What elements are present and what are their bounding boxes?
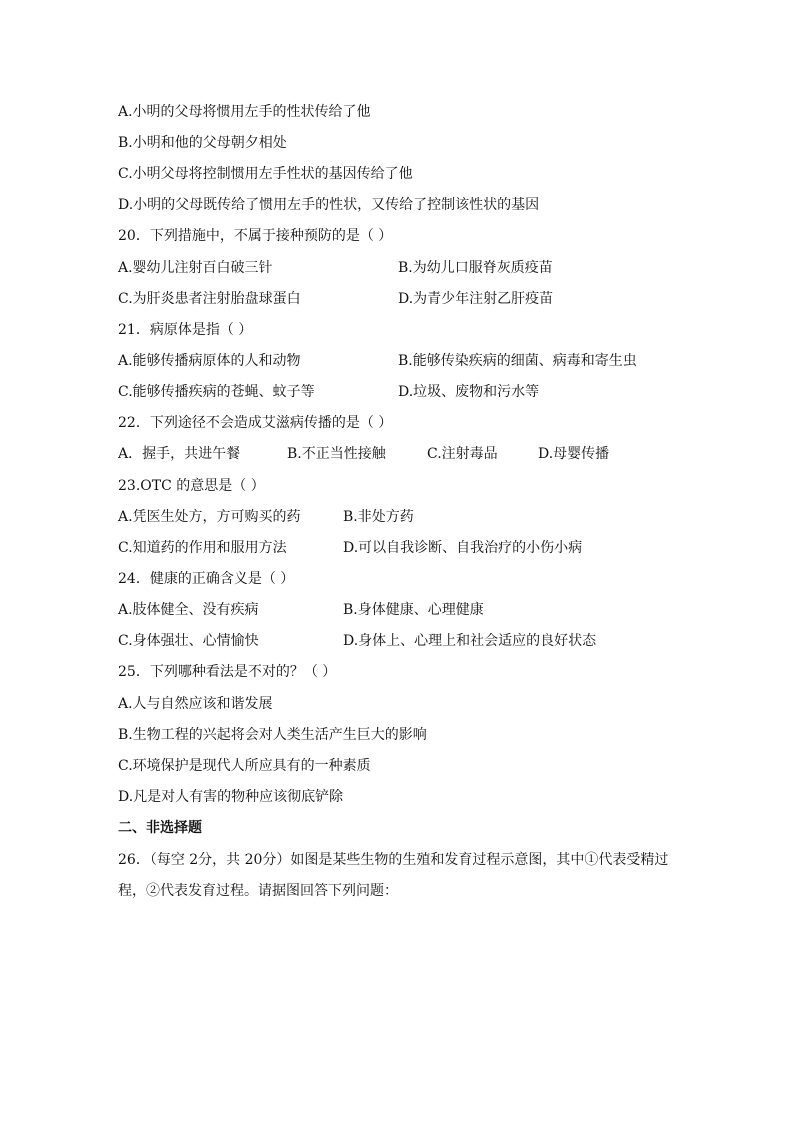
q23-option-c: C.知道药的作用和服用方法	[118, 540, 287, 556]
q23-option-b: B.非处方药	[343, 509, 414, 525]
q20-option-c: C.为肝炎患者注射胎盘球蛋白	[118, 291, 301, 307]
q24-option-b: B.身体健康、心理健康	[343, 602, 484, 618]
q19-option-b: B.小明和他的父母朝夕相处	[118, 135, 287, 151]
q19-option-c: C.小明父母将控制惯用左手性状的基因传给了他	[118, 166, 413, 182]
section-heading: 二、非选择题	[118, 820, 202, 836]
q20-option-d: D.为青少年注射乙肝疫苗	[398, 291, 554, 307]
q23-option-a: A.凭医生处方，方可购买的药	[118, 509, 301, 525]
q21-option-d: D.垃圾、废物和污水等	[398, 384, 540, 400]
q21-option-b: B.能够传染疾病的细菌、病毒和寄生虫	[398, 353, 637, 369]
q20-option-a: A.婴幼儿注射百白破三针	[118, 260, 273, 276]
q20-stem: 20．下列措施中，不属于接种预防的是（ ）	[118, 228, 393, 244]
q24-stem: 24．健康的正确含义是（ ）	[118, 571, 295, 587]
q23-option-d: D.可以自我诊断、自我治疗的小伤小病	[343, 540, 583, 556]
q19-option-d: D.小明的父母既传给了惯用左手的性状，又传给了控制该性状的基因	[118, 197, 540, 213]
q21-option-c: C.能够传播疾病的苍蝇、蚊子等	[118, 384, 315, 400]
q25-option-b: B.生物工程的兴起将会对人类生活产生巨大的影响	[118, 727, 427, 743]
q26-stem: 26．（每空 2分，共 20分）如图是某些生物的生殖和发育过程示意图，其中①代表受精过程，②代表发育过程。请据图回答下列问题：	[118, 852, 669, 899]
q20-option-b: B.为幼儿口服脊灰质疫苗	[398, 260, 553, 276]
q22-stem: 22．下列途径不会造成艾滋病传播的是（ ）	[118, 415, 393, 431]
q24-option-d: D.身体上、心理上和社会适应的良好状态	[343, 633, 597, 649]
q21-option-a: A.能够传播病原体的人和动物	[118, 353, 301, 369]
q25-stem: 25．下列哪种看法是不对的？（ ）	[118, 664, 337, 680]
q24-option-c: C.身体强壮、心情愉快	[118, 633, 259, 649]
q23-stem: 23.OTC 的意思是（ ）	[118, 478, 265, 494]
q25-option-c: C.环境保护是现代人所应具有的一种素质	[118, 758, 371, 774]
q24-option-a: A.肢体健全、没有疾病	[118, 602, 259, 618]
q22-option-d: D.母婴传播	[538, 446, 610, 462]
q19-option-a: A.小明的父母将惯用左手的性状传给了他	[118, 104, 371, 120]
q22-option-b: B.不正当性接触	[287, 446, 386, 462]
q21-stem: 21．病原体是指（ ）	[118, 322, 253, 338]
q25-option-a: A.人与自然应该和谐发展	[118, 696, 273, 712]
q25-option-d: D.凡是对人有害的物种应该彻底铲除	[118, 789, 344, 805]
q22-option-c: C.注射毒品	[427, 446, 498, 462]
q22-option-a: A．握手，共进午餐	[118, 446, 241, 462]
